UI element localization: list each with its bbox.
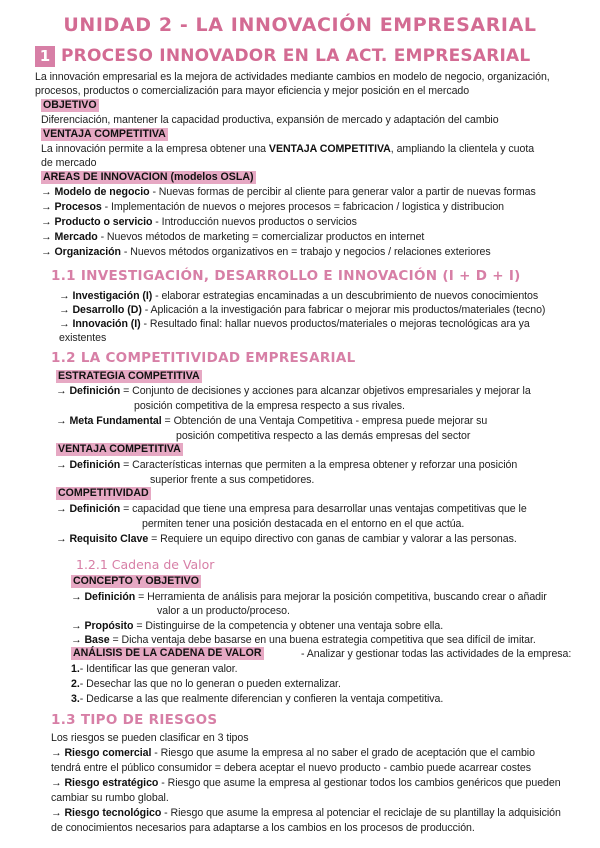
riesgo-estrategico: → Riesgo estratégico - Riesgo que asume la empresa al gestionar todos los cambios genéricos que pueden (51, 777, 561, 789)
ventaja-def: → Definición = Características internas que permiten a la empresa obtener y reforzar una posición (56, 459, 518, 471)
subsection-title-1-2: 1.2 LA COMPETITIVIDAD EMPRESARIAL (51, 350, 356, 366)
estrategia-label: ESTRATEGIA COMPETITIVA (58, 370, 200, 382)
areas-label: AREAS DE INNOVACION (modelos OSLA) (43, 171, 254, 183)
page-title: UNIDAD 2 - LA INNOVACIÓN EMPRESARIAL (63, 14, 537, 36)
subsection-title-1-2-1: 1.2.1 Cadena de Valor (76, 557, 215, 572)
analisis-step: 2.- Desechar las que no lo generan o pueden externalizar. (71, 678, 341, 690)
riesgo-comercial-cont: tendrá entre el público consumidor = debera aceptar el nuevo producto - cambio puede acarrear costes (51, 762, 531, 774)
competitividad-def-cont: permiten tener una posición destacada en el entorno en el que actúa. (142, 518, 465, 530)
intro-line-1: La innovación empresarial es la mejora de actividades mediante cambios en modelo de negocio, organización, (35, 71, 550, 83)
idi-item: → Desarrollo (D) - Aplicación a la investigación para fabricar o mejorar mis productos/materiales (tecno) (59, 304, 546, 316)
competitividad-label: COMPETITIVIDAD (58, 487, 149, 499)
cadena-def-cont: valor a un producto/proceso. (157, 605, 290, 617)
ventaja-label: VENTAJA COMPETITIVA (43, 128, 166, 140)
idi-item: → Innovación (I) - Resultado final: hallar nuevos productos/materiales o mejoras tecnológicas ara ya (59, 318, 530, 330)
concepto-label: CONCEPTO Y OBJETIVO (73, 575, 199, 587)
analisis-label: ANÁLISIS DE LA CADENA DE VALOR (73, 647, 262, 659)
analisis-step: 3.- Dedicarse a las que realmente diferencian y confieren la ventaja competitiva. (71, 693, 444, 705)
subsection-title-1-1: 1.1 INVESTIGACIÓN, DESARROLLO E INNOVACIÓN (I + D + I) (51, 268, 521, 284)
ventaja-text: La innovación permite a la empresa obtener una VENTAJA COMPETITIVA, ampliando la clientela y cuota (41, 143, 535, 155)
ventaja-text-cont: de mercado (41, 157, 97, 169)
estrategia-def-cont: posición competitiva de la empresa respecto a sus rivales. (134, 400, 405, 412)
estrategia-def: → Definición = Conjunto de decisiones y acciones para alcanzar objetivos empresariales y mejorar la (56, 385, 531, 397)
competitividad-def: → Definición = capacidad que tiene una empresa para desarrollar unas ventajas competitivas que le (56, 503, 527, 515)
area-item: → Modelo de negocio - Nuevas formas de percibir al cliente para generar valor a partir de nuevas formas (41, 186, 536, 198)
objetivo-text: Diferenciación, mantener la capacidad productiva, expansión de mercado y adaptación del cambio (41, 114, 499, 126)
ventaja-def-cont: superior frente a sus competidores. (150, 474, 315, 486)
riesgo-tecnologico: → Riesgo tecnológico - Riesgo que asume la empresa al potenciar el reciclaje de su plantillay la adquisición (51, 807, 561, 819)
analisis-step: 1.- Identificar las que generan valor. (71, 663, 238, 675)
cadena-def: → Definición = Herramienta de análisis para mejorar la posición competitiva, buscando crear o añadir (71, 591, 547, 603)
riesgo-comercial: → Riesgo comercial - Riesgo que asume la empresa al no saber el grado de aceptación que el cambio (51, 747, 535, 759)
analisis-text: - Analizar y gestionar todas las actividades de la empresa: (301, 648, 572, 660)
idi-item-cont: existentes (59, 332, 107, 344)
riesgos-intro: Los riesgos se pueden clasificar en 3 tipos (51, 732, 249, 744)
cadena-proposito: → Propósito = Distinguirse de la competencia y obtener una ventaja sobre ella. (71, 620, 444, 632)
subsection-title-1-3: 1.3 TIPO DE RIESGOS (51, 712, 218, 728)
requisito-clave: → Requisito Clave = Requiere un equipo directivo con ganas de cambiar y valorar a las personas. (56, 533, 517, 545)
riesgo-estrategico-cont: cambiar su rumbo global. (51, 792, 169, 804)
section-number-badge: 1 (35, 46, 55, 67)
area-item: → Organización - Nuevos métodos organizativos en = trabajo y negocios / relaciones exteriores (41, 246, 491, 258)
riesgo-tecnologico-cont: de conocimientos necesarios para adaptarse a los cambios en los procesos de producción. (51, 822, 475, 834)
objetivo-label: OBJETIVO (43, 99, 97, 111)
idi-item: → Investigación (I) - elaborar estrategias encaminadas a un descubrimiento de nuevos conocimientos (59, 290, 539, 302)
intro-line-2: procesos, productos o comercialización para mayor eficiencia y mejor posición en el mercado (35, 85, 470, 97)
area-item: → Producto o servicio - Introducción nuevos productos o servicios (41, 216, 357, 228)
area-item: → Procesos - Implementación de nuevos o mejores procesos = fabricacion / logistica y distribucion (41, 201, 505, 213)
ventaja-competitiva-label: VENTAJA COMPETITIVA (58, 443, 181, 455)
area-item: → Mercado - Nuevos métodos de marketing = comercializar productos en internet (41, 231, 425, 243)
meta-fundamental-cont: posición competitiva respecto a las demás empresas del sector (176, 430, 471, 442)
section-title: PROCESO INNOVADOR EN LA ACT. EMPRESARIAL (61, 46, 531, 66)
cadena-base: → Base = Dicha ventaja debe basarse en una buena estrategia competitiva que sea difícil de imitar. (71, 634, 536, 646)
meta-fundamental: → Meta Fundamental = Obtención de una Ventaja Competitiva - empresa puede mejorar su (56, 415, 488, 427)
